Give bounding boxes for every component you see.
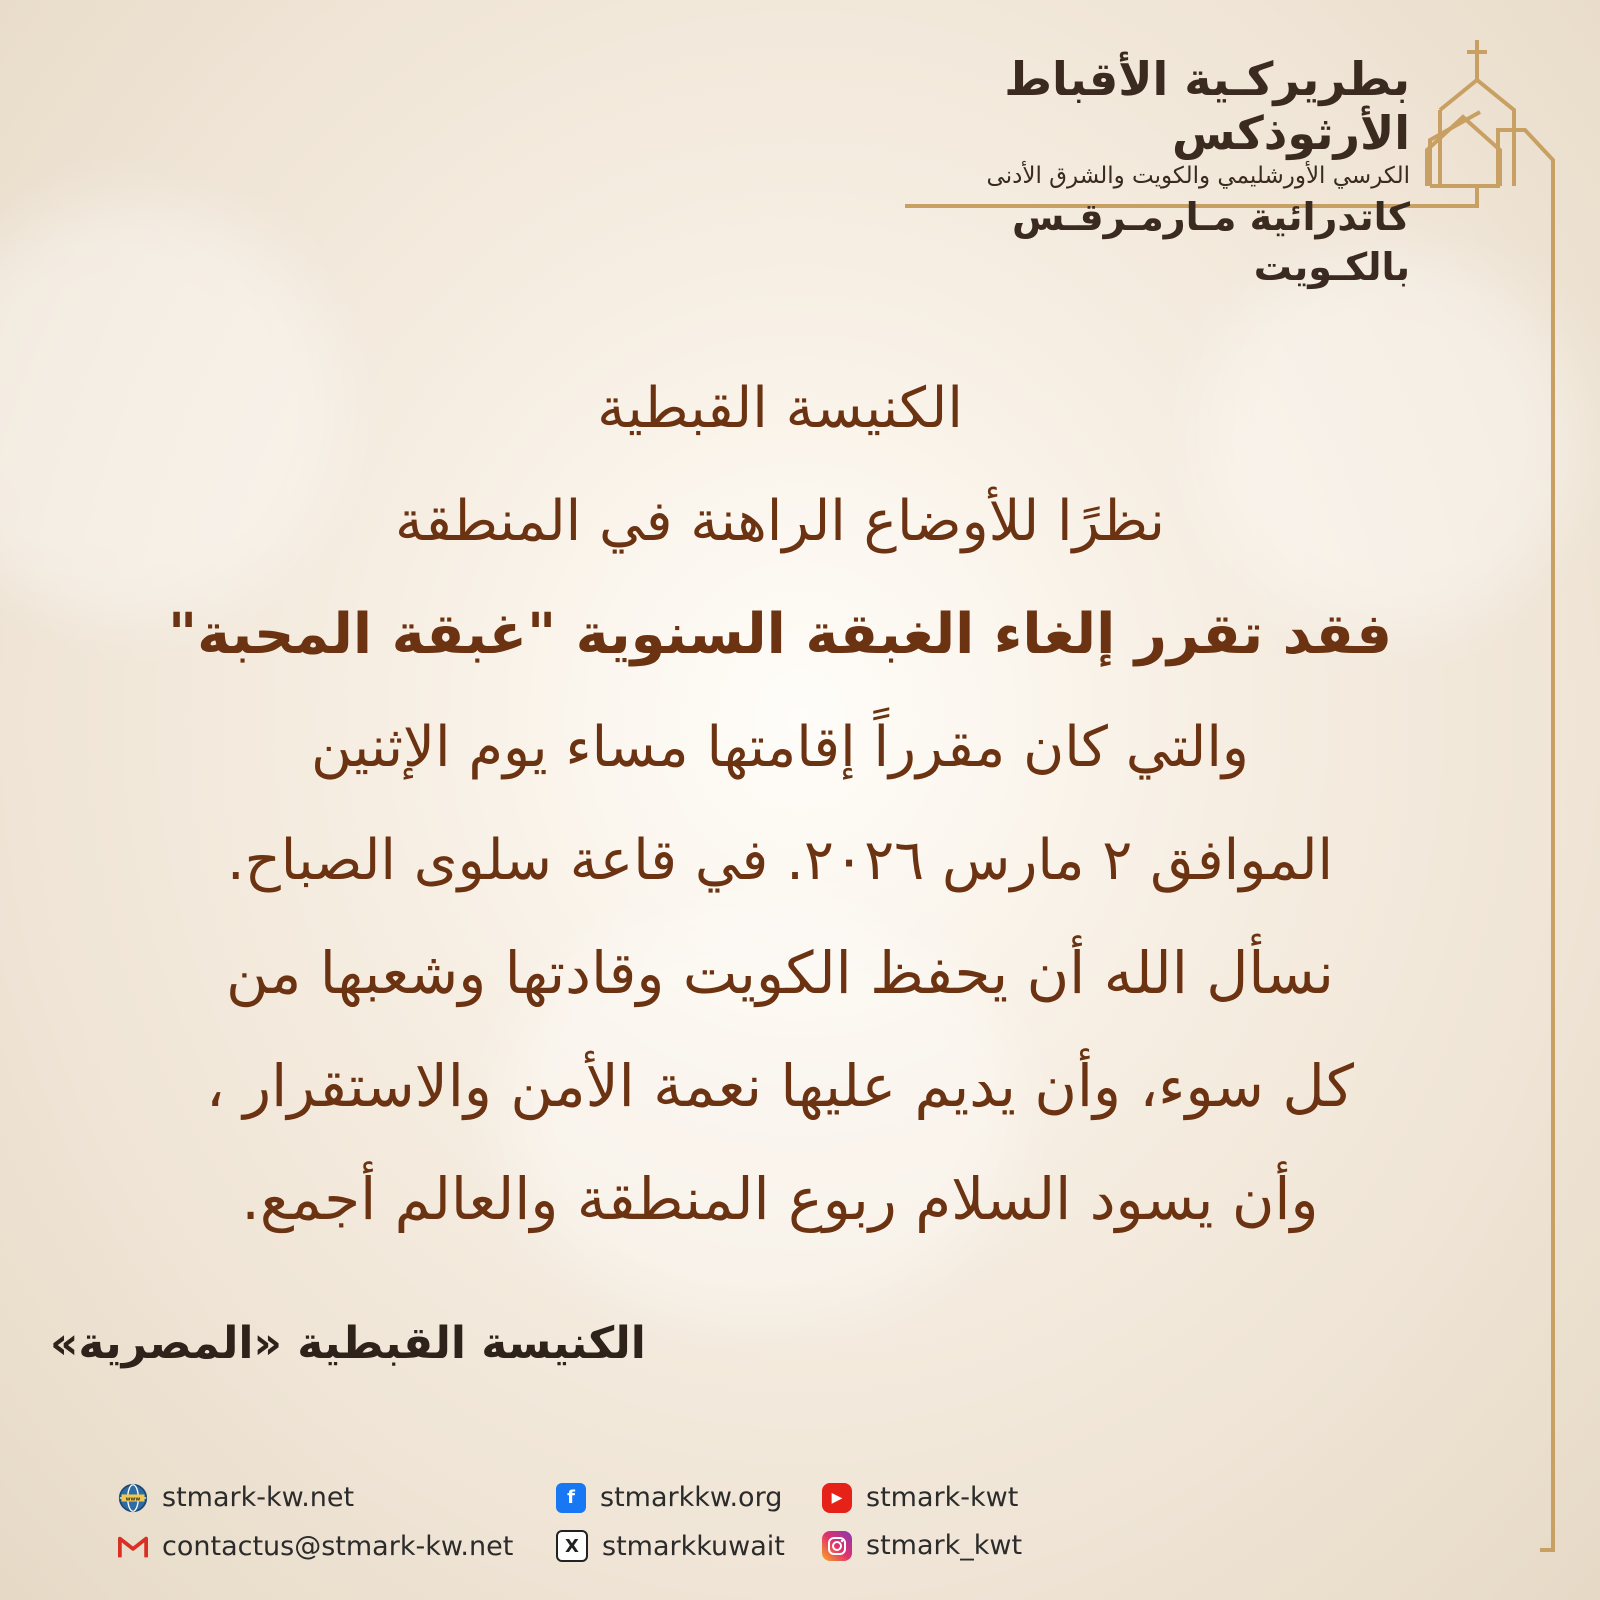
youtube-text: stmark-kwt	[866, 1482, 1019, 1513]
x-icon: X	[556, 1530, 588, 1562]
mail-icon	[118, 1532, 148, 1562]
instagram-link[interactable]	[822, 1530, 1022, 1561]
facebook-text: stmarkkw.org	[600, 1482, 783, 1513]
email-text: contactus@stmark-kw.net	[162, 1531, 514, 1562]
announcement-title: الكنيسة القبطية	[597, 376, 963, 441]
facebook-icon: f	[556, 1483, 586, 1513]
youtube-link[interactable]	[822, 1482, 1018, 1513]
announcement-line-3: والتي كان مقرراً إقامتها مساء يوم الإثنين	[311, 715, 1249, 780]
prayer-line-2: كل سوء، وأن يديم عليها نعمة الأمن والاستقرار ،	[206, 1052, 1354, 1120]
prayer-line-3: وأن يسود السلام ربوع المنطقة والعالم أجمع.	[241, 1165, 1319, 1233]
prayer-line-1: نسأل الله أن يحفظ الكويت وقادتها وشعبها من	[226, 939, 1334, 1007]
announcement-line-4: الموافق ٢ مارس ٢٠٢٦. في قاعة سلوى الصباح.	[226, 828, 1334, 893]
cathedral-name: كاتدرائية مـارمـرقـس بالكـويت	[1012, 195, 1410, 289]
email-link[interactable]	[118, 1531, 513, 1562]
announcement-line-2: فقد تقرر إلغاء الغبقة السنوية "غبقة المحبة"	[168, 602, 1392, 667]
svg-text:www: www	[125, 1496, 141, 1503]
signature: الكنيسة القبطية «المصرية»	[50, 1318, 646, 1369]
x-text: stmarkkuwait	[602, 1530, 785, 1562]
header	[850, 52, 1410, 292]
instagram-text: stmark_kwt	[866, 1530, 1023, 1561]
announcement	[80, 352, 1480, 1256]
x-link[interactable]	[556, 1530, 785, 1562]
youtube-icon: ▶	[822, 1483, 852, 1513]
patriarchate-title: بطريركـية الأقباط الأرثوذكس	[1004, 52, 1410, 160]
instagram-icon	[822, 1531, 852, 1561]
announcement-line-1: نظرًا للأوضاع الراهنة في المنطقة	[395, 489, 1165, 554]
website-text: stmark-kw.net	[162, 1482, 355, 1513]
website-link[interactable]	[118, 1482, 354, 1513]
facebook-link[interactable]	[556, 1482, 782, 1513]
globe-icon	[118, 1483, 148, 1513]
patriarchate-subtitle: الكرسي الأورشليمي والكويت والشرق الأدنى	[986, 163, 1410, 189]
